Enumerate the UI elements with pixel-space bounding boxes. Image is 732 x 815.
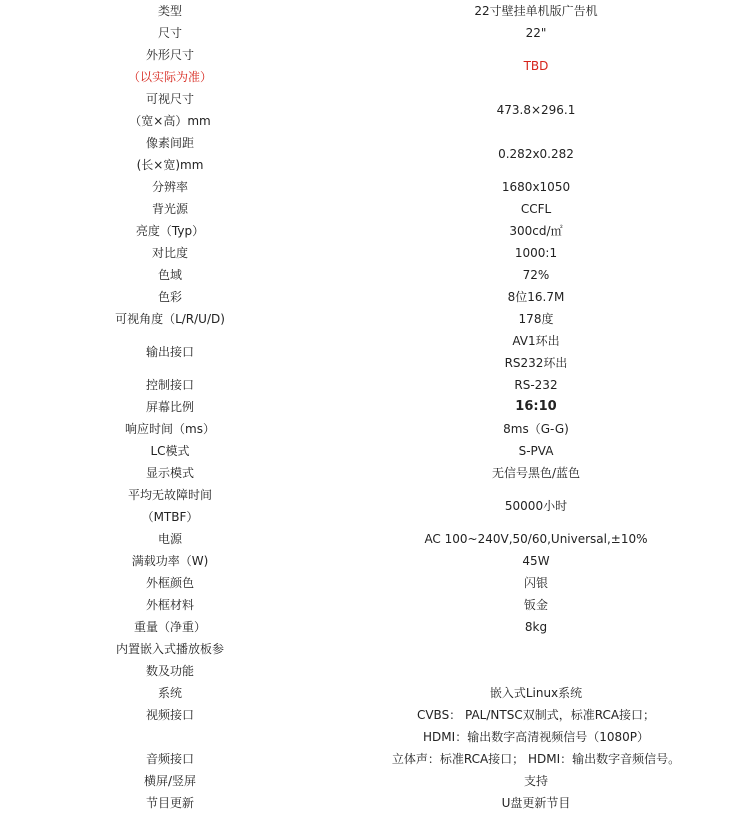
spec-row xyxy=(0,770,732,792)
spec-label: 可视尺寸 xyxy=(145,92,194,106)
spec-label: （MTBF） xyxy=(141,510,199,524)
spec-value-cell xyxy=(340,176,732,198)
spec-label-cell xyxy=(0,44,340,88)
spec-row xyxy=(0,594,732,616)
spec-label-cell xyxy=(0,462,340,484)
spec-value-cell xyxy=(340,682,732,704)
spec-row xyxy=(0,440,732,462)
spec-label: 色域 xyxy=(157,268,182,282)
spec-value: 22" xyxy=(525,26,547,40)
spec-value: 72% xyxy=(522,268,550,282)
spec-label: 外框材料 xyxy=(145,598,194,612)
spec-value-cell xyxy=(340,396,732,418)
spec-row xyxy=(0,748,732,770)
spec-row xyxy=(0,22,732,44)
spec-row xyxy=(0,44,732,88)
spec-label-cell xyxy=(0,220,340,242)
spec-row xyxy=(0,462,732,484)
spec-value-cell xyxy=(340,550,732,572)
spec-row xyxy=(0,88,732,132)
spec-label: 可视角度（L/R/U/D) xyxy=(115,312,225,326)
spec-label: 响应时间（ms） xyxy=(125,422,215,436)
spec-value-cell xyxy=(340,220,732,242)
spec-value: AC 100~240V,50/60,Universal,±10% xyxy=(424,532,648,546)
spec-label: 外框颜色 xyxy=(145,576,194,590)
spec-value-cell xyxy=(340,0,732,22)
spec-value-cell xyxy=(340,462,732,484)
spec-label: 背光源 xyxy=(151,202,188,216)
spec-label-cell xyxy=(0,176,340,198)
spec-value: 支持 xyxy=(523,774,548,788)
spec-value: AV1环出 xyxy=(512,334,560,348)
spec-label-cell xyxy=(0,330,340,374)
spec-value-cell xyxy=(340,440,732,462)
spec-label: 色彩 xyxy=(157,290,182,304)
spec-value-cell xyxy=(340,528,732,550)
spec-row xyxy=(0,792,732,814)
spec-value-cell xyxy=(340,44,732,88)
spec-label-cell xyxy=(0,132,340,176)
spec-value-cell xyxy=(340,264,732,286)
spec-value-cell xyxy=(340,286,732,308)
spec-label: 横屏/竖屏 xyxy=(143,774,197,788)
spec-row xyxy=(0,418,732,440)
spec-row xyxy=(0,638,732,682)
spec-row xyxy=(0,616,732,638)
spec-value: 钣金 xyxy=(523,598,548,612)
spec-label-cell xyxy=(0,242,340,264)
spec-value: 8kg xyxy=(524,620,548,634)
spec-row xyxy=(0,682,732,704)
spec-value-cell xyxy=(340,572,732,594)
spec-row xyxy=(0,242,732,264)
spec-value-cell xyxy=(340,638,732,682)
spec-row xyxy=(0,198,732,220)
spec-label: 视频接口 xyxy=(145,708,194,722)
spec-value: 8ms（G-G) xyxy=(503,422,569,436)
spec-label: LC模式 xyxy=(150,444,190,458)
spec-value: 嵌入式Linux系统 xyxy=(489,686,583,700)
spec-label: 类型 xyxy=(157,4,182,18)
spec-row xyxy=(0,0,732,22)
spec-row xyxy=(0,396,732,418)
spec-value: 闪银 xyxy=(523,576,548,590)
spec-label-cell xyxy=(0,550,340,572)
spec-value-cell xyxy=(340,242,732,264)
spec-label: 节目更新 xyxy=(145,796,194,810)
spec-value: 8位16.7M xyxy=(507,290,565,304)
spec-label-cell xyxy=(0,616,340,638)
spec-value-cell xyxy=(340,22,732,44)
spec-label-cell xyxy=(0,374,340,396)
spec-value-cell xyxy=(340,594,732,616)
spec-value: 50000小时 xyxy=(504,499,568,513)
spec-value: CVBS： PAL/NTSC双制式，标准RCA接口； xyxy=(416,708,656,722)
spec-label-cell xyxy=(0,396,340,418)
spec-label-cell xyxy=(0,572,340,594)
spec-row xyxy=(0,308,732,330)
spec-label: 亮度（Typ） xyxy=(135,224,205,238)
spec-value-cell xyxy=(340,374,732,396)
spec-value: HDMI：输出数字高清视频信号（1080P） xyxy=(423,730,649,744)
spec-value-cell xyxy=(340,704,732,748)
spec-label-cell xyxy=(0,88,340,132)
spec-label: 控制接口 xyxy=(145,378,194,392)
spec-label: 对比度 xyxy=(151,246,188,260)
spec-row xyxy=(0,132,732,176)
spec-value: 16:10 xyxy=(515,399,557,414)
spec-label: （宽×高）mm xyxy=(129,114,211,128)
spec-value-cell xyxy=(340,792,732,814)
spec-row xyxy=(0,286,732,308)
spec-label: 内置嵌入式播放板参 xyxy=(115,642,224,656)
spec-label: 重量（净重） xyxy=(133,620,206,634)
spec-label-cell xyxy=(0,528,340,550)
spec-value xyxy=(340,649,732,671)
spec-label: 电源 xyxy=(157,532,182,546)
spec-label: 输出接口 xyxy=(145,345,194,359)
spec-label: 数及功能 xyxy=(145,664,194,678)
spec-row xyxy=(0,704,732,748)
spec-value-cell xyxy=(340,484,732,528)
spec-label: (长×宽)mm xyxy=(136,158,204,172)
spec-label-cell xyxy=(0,594,340,616)
spec-label: 系统 xyxy=(157,686,182,700)
spec-value: 1000:1 xyxy=(514,246,558,260)
spec-row xyxy=(0,572,732,594)
spec-label: 尺寸 xyxy=(157,26,182,40)
spec-label-cell xyxy=(0,770,340,792)
spec-row xyxy=(0,264,732,286)
spec-label-cell xyxy=(0,198,340,220)
spec-row xyxy=(0,374,732,396)
spec-label: 屏幕比例 xyxy=(145,400,194,414)
spec-value: S-PVA xyxy=(518,444,554,458)
spec-label-cell xyxy=(0,682,340,704)
spec-label: 外形尺寸 xyxy=(145,48,194,62)
spec-value: TBD xyxy=(523,59,549,73)
spec-row xyxy=(0,330,732,374)
spec-label-cell xyxy=(0,638,340,682)
spec-value: 22寸壁挂单机版广告机 xyxy=(474,4,598,18)
spec-label: 像素间距 xyxy=(145,136,194,150)
spec-value-cell xyxy=(340,418,732,440)
spec-label-cell xyxy=(0,308,340,330)
spec-label-cell xyxy=(0,418,340,440)
spec-value-cell xyxy=(340,616,732,638)
spec-label-cell xyxy=(0,264,340,286)
spec-value-cell xyxy=(340,198,732,220)
spec-label-cell xyxy=(0,792,340,814)
spec-label: 平均无故障时间 xyxy=(127,488,212,502)
spec-value-cell xyxy=(340,88,732,132)
spec-value: 无信号黑色/蓝色 xyxy=(491,466,581,480)
spec-label-cell xyxy=(0,0,340,22)
spec-label-cell xyxy=(0,704,340,748)
spec-value-cell xyxy=(340,132,732,176)
spec-row xyxy=(0,528,732,550)
spec-value-cell xyxy=(340,330,732,374)
spec-label-cell xyxy=(0,286,340,308)
spec-value: 0.282x0.282 xyxy=(498,147,574,161)
spec-value-cell xyxy=(340,770,732,792)
spec-label: 音频接口 xyxy=(145,752,194,766)
spec-label: （以实际为准） xyxy=(127,70,212,84)
spec-label: 分辨率 xyxy=(151,180,188,194)
spec-row xyxy=(0,484,732,528)
spec-value-cell xyxy=(340,308,732,330)
spec-label-cell xyxy=(0,440,340,462)
spec-label-cell xyxy=(0,22,340,44)
spec-value: RS-232 xyxy=(514,378,558,392)
spec-row xyxy=(0,550,732,572)
spec-label-cell xyxy=(0,748,340,770)
spec-row xyxy=(0,220,732,242)
spec-label: 显示模式 xyxy=(145,466,194,480)
spec-value: 473.8×296.1 xyxy=(496,103,576,117)
spec-row xyxy=(0,176,732,198)
spec-label-cell xyxy=(0,484,340,528)
spec-value: RS232环出 xyxy=(504,356,568,370)
spec-value: 1680x1050 xyxy=(501,180,571,194)
spec-label: 满载功率（W) xyxy=(131,554,209,568)
spec-value: U盘更新节目 xyxy=(501,796,571,810)
spec-value-cell xyxy=(340,748,732,770)
spec-value: 178度 xyxy=(518,312,554,326)
spec-value: 立体声：标准RCA接口； HDMI：输出数字音频信号。 xyxy=(391,752,681,766)
spec-value: CCFL xyxy=(520,202,552,216)
spec-value: 45W xyxy=(522,554,550,568)
spec-value: 300cd/㎡ xyxy=(509,224,563,238)
